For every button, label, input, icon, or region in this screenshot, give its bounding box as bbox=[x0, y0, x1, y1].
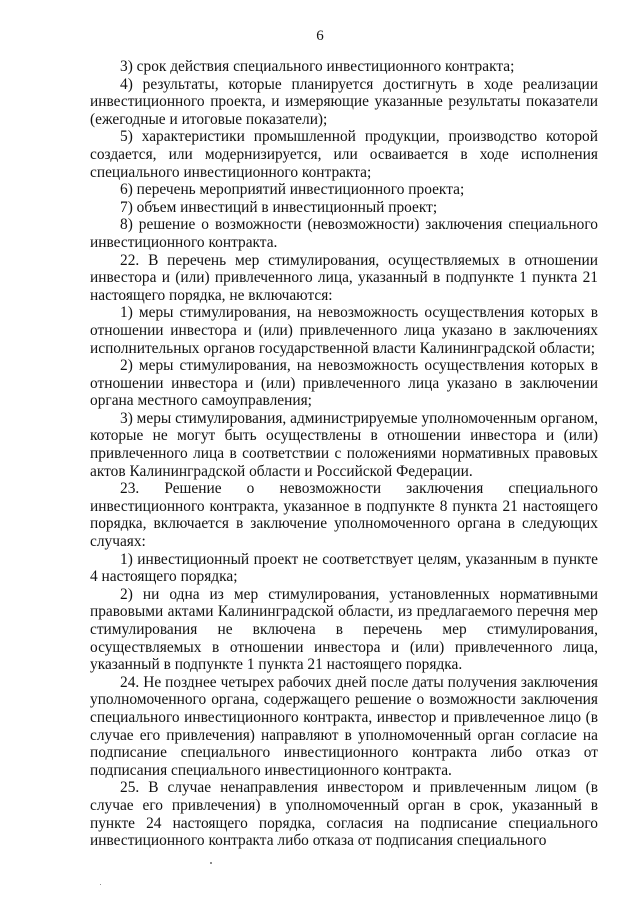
paragraph-clause-23-item-1: 1) инвестиционный проект не соответствует целям, указанным в пункте 4 настоящего порядка; bbox=[90, 550, 598, 586]
paragraph-clause-22-item-1: 1) меры стимулирования, на невозможность осуществления которых в отношении инвестора и (или) привлеченного лица указано в заключениях исполнительных органов государственной власти Калининградской области; bbox=[90, 304, 598, 357]
scan-speck bbox=[100, 884, 101, 885]
paragraph-item-3: 3) срок действия специального инвестиционного контракта; bbox=[120, 58, 515, 75]
document-body bbox=[90, 58, 598, 850]
paragraph-item-5: 5) характеристики промышленной продукции, производство которой создается, или модернизируется, или осваивается в ходе исполнения специального инвестиционного контракта; bbox=[90, 128, 598, 181]
scan-speck bbox=[210, 862, 212, 864]
paragraph-clause-22: 22. В перечень мер стимулирования, осуществляемых в отношении инвестора и (или) привлеченного лица, указанный в подпункте 1 пункта 21 настоящего порядка, не включаются: bbox=[90, 251, 598, 304]
paragraph-clause-22-item-2: 2) меры стимулирования, на невозможность осуществления которых в отношении инвестора и (или) привлеченного лица указано в заключении органа местного самоуправления; bbox=[90, 357, 598, 410]
paragraph-clause-24: 24. Не позднее четырех рабочих дней после даты получения заключения уполномоченного органа, содержащего решение о возможности заключения специального инвестиционного контракта, инвестор и привлеченное лицо (в случае его привлечения) направляют в уполномоченный орган согласие на подписание специального инвестиционного контракта либо отказ от подписания специального инвестиционного контракта. bbox=[90, 673, 598, 779]
paragraph-item-7: 7) объем инвестиций в инвестиционный проект; bbox=[120, 198, 438, 216]
paragraph-item-8: 8) решение о возможности (невозможности) заключения специального инвестиционного контракта. bbox=[90, 216, 598, 251]
paragraph-clause-22-item-3: 3) меры стимулирования, администрируемые уполномоченным органом, которые не могут быть осуществлены в отношении инвестора и (или) привлеченного лица в соответствии с положениями нормативных правовых актов Калининградской области и Российской Федерации. bbox=[90, 409, 598, 480]
paragraph-clause-25: 25. В случае ненаправления инвестором и привлеченным лицом (в случае его привлечения) в уполномоченный орган в срок, указанный в пункте 24 настоящего порядка, согласия на подписание специального инвестиционного контракта либо отказа от подписания специального bbox=[90, 779, 598, 850]
paragraph-clause-23-item-2: 2) ни одна из мер стимулирования, установленных нормативными правовыми актами Калининградской области, из предлагаемого перечня мер стимулирования не включена в перечень мер стимулирования, осуществляемых в отношении инвестора и (или) привлеченного лица, указанный в подпункте 1 пункта 21 настоящего порядка. bbox=[90, 585, 598, 674]
page-number: 6 bbox=[316, 28, 324, 44]
paragraph-item-6: 6) перечень мероприятий инвестиционного проекта; bbox=[120, 181, 465, 199]
paragraph-item-4: 4) результаты, которые планируется достигнуть в ходе реализации инвестиционного проекта, и измеряющие указанные результаты показатели (ежегодные и итоговые показатели); bbox=[90, 75, 598, 128]
paragraph-clause-23: 23. Решение о невозможности заключения специального инвестиционного контракта, указанное в подпункте 8 пункта 21 настоящего порядка, включается в заключение уполномоченного органа в следующих случаях: bbox=[90, 480, 598, 551]
